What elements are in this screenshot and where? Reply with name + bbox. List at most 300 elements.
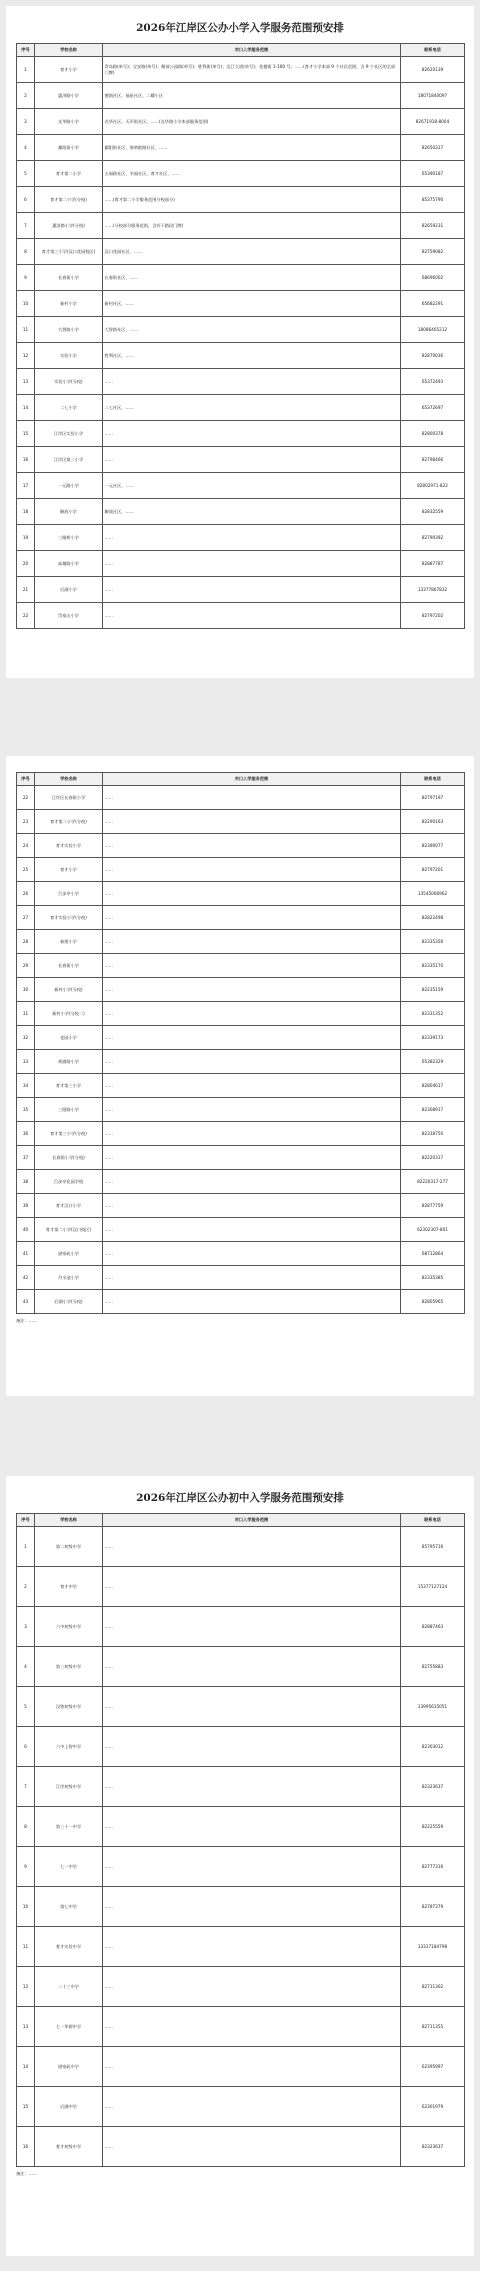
phone-number: 82235159 bbox=[401, 978, 465, 1002]
table-row bbox=[17, 2127, 465, 2167]
header-name: 学校名称 bbox=[35, 1514, 103, 1527]
header-no: 序号 bbox=[17, 1514, 35, 1527]
phone-number: 82877759 bbox=[401, 1194, 465, 1218]
row-number: 20 bbox=[17, 551, 35, 577]
row-number: 25 bbox=[17, 858, 35, 882]
table-row bbox=[17, 2007, 465, 2047]
service-range: …… bbox=[103, 525, 401, 551]
row-number: 21 bbox=[17, 577, 35, 603]
school-name: 长春街小学 bbox=[35, 954, 103, 978]
phone-number: 68712864 bbox=[401, 1242, 465, 1266]
row-number: 4 bbox=[17, 135, 35, 161]
table-row bbox=[17, 421, 465, 447]
school-name: 育才第三小学 bbox=[35, 1074, 103, 1098]
table-row bbox=[17, 603, 465, 629]
phone-number: 65390187 bbox=[401, 161, 465, 187]
school-name: 育才第二小学(分校) bbox=[35, 810, 103, 834]
primary-rows bbox=[17, 57, 465, 629]
phone-number: 18086465212 bbox=[401, 317, 465, 343]
service-range: …… bbox=[103, 1767, 401, 1807]
middle-title: 2026年江岸区公办初中入学服务范围预安排 bbox=[136, 1492, 344, 1504]
row-number: 26 bbox=[17, 882, 35, 906]
school-name: 第二初级中学 bbox=[35, 1527, 103, 1567]
row-number: 14 bbox=[17, 2047, 35, 2087]
school-name: 丹水池小学 bbox=[35, 1266, 103, 1290]
service-range: …… bbox=[103, 1266, 401, 1290]
phone-number: 65372697 bbox=[401, 395, 465, 421]
school-name: 后湖小学 bbox=[35, 577, 103, 603]
row-number: 28 bbox=[17, 930, 35, 954]
service-range: …… bbox=[103, 2127, 401, 2167]
table-row bbox=[17, 1527, 465, 1567]
table-row bbox=[17, 499, 465, 525]
table-row bbox=[17, 1847, 465, 1887]
row-number: 34 bbox=[17, 1074, 35, 1098]
header-no: 序号 bbox=[17, 44, 35, 57]
header-tel: 联系电话 bbox=[401, 44, 465, 57]
service-range: …… bbox=[103, 1146, 401, 1170]
service-range: 长春街社区、…… bbox=[103, 265, 401, 291]
header-range: 对口入学服务范围 bbox=[103, 773, 401, 786]
header-name: 学校名称 bbox=[35, 773, 103, 786]
table-row bbox=[17, 1767, 465, 1807]
phone-number: 85375790 bbox=[401, 187, 465, 213]
header-tel: 联系电话 bbox=[401, 773, 465, 786]
phone-number: 82620139 bbox=[401, 57, 465, 83]
row-number: 41 bbox=[17, 1242, 35, 1266]
table-row bbox=[17, 1122, 465, 1146]
phone-number: 13377867832 bbox=[401, 577, 465, 603]
middle-sheet bbox=[6, 1476, 474, 2256]
phone-number: 82225559 bbox=[401, 1807, 465, 1847]
service-range: …… bbox=[103, 603, 401, 629]
phone-number: 82308917 bbox=[401, 1098, 465, 1122]
table-row bbox=[17, 213, 465, 239]
school-name: 高雄路小学 bbox=[35, 551, 103, 577]
primary-title: 2026年江岸区公办小学入学服务范围预安排 bbox=[136, 22, 344, 34]
phone-number: 13545066962 bbox=[401, 882, 465, 906]
table-row bbox=[17, 1967, 465, 2007]
table-row bbox=[17, 810, 465, 834]
phone-number: 82335170 bbox=[401, 954, 465, 978]
phone-number: 82390077 bbox=[401, 834, 465, 858]
service-range: …… bbox=[103, 978, 401, 1002]
table-row bbox=[17, 1242, 465, 1266]
row-number: 1 bbox=[17, 57, 35, 83]
service-range: …… bbox=[103, 858, 401, 882]
row-number: 5 bbox=[17, 1687, 35, 1727]
phone-number: 82759082 bbox=[401, 239, 465, 265]
school-name: 育才第三小学(汉口花园校区) bbox=[35, 239, 103, 265]
service-range: …… bbox=[103, 834, 401, 858]
phone-number: 65682291 bbox=[401, 291, 465, 317]
service-range: …… bbox=[103, 1026, 401, 1050]
phone-number: 82870036 bbox=[401, 343, 465, 369]
table-row bbox=[17, 291, 465, 317]
service-range: …… bbox=[103, 1194, 401, 1218]
row-number: 24 bbox=[17, 834, 35, 858]
service-range: …… bbox=[103, 1967, 401, 2007]
service-range: …… bbox=[103, 882, 401, 906]
row-number: 33 bbox=[17, 1050, 35, 1074]
service-range: 解放社区、…… bbox=[103, 499, 401, 525]
table-row bbox=[17, 395, 465, 421]
phone-number: 62395997 bbox=[401, 2047, 465, 2087]
phone-number: 82887463 bbox=[401, 1607, 465, 1647]
service-range: …… bbox=[103, 1242, 401, 1266]
table-row bbox=[17, 525, 465, 551]
service-range: 光华社区、天声街社区、……(光华路小学本部服务范围) bbox=[103, 109, 401, 135]
school-name: 六中上智中学 bbox=[35, 1727, 103, 1767]
school-name: 百步亭花园学校 bbox=[35, 1170, 103, 1194]
phone-number: 82290163 bbox=[401, 810, 465, 834]
school-name: 育才小学 bbox=[35, 858, 103, 882]
service-range: …… bbox=[103, 551, 401, 577]
school-name: 六中初级中学 bbox=[35, 1607, 103, 1647]
header-range: 对口入学服务范围 bbox=[103, 44, 401, 57]
row-number: 37 bbox=[17, 1146, 35, 1170]
service-range: …… bbox=[103, 447, 401, 473]
row-number: 15 bbox=[17, 2087, 35, 2127]
phone-number: 82335385 bbox=[401, 1266, 465, 1290]
middle-table bbox=[16, 1513, 465, 2167]
row-number: 6 bbox=[17, 187, 35, 213]
service-range: 五福路社区、幸福社区、育才社区、…… bbox=[103, 161, 401, 187]
table-row bbox=[17, 858, 465, 882]
table-row bbox=[17, 1026, 465, 1050]
service-range: …… bbox=[103, 1687, 401, 1727]
service-range: …… bbox=[103, 1122, 401, 1146]
phone-number: 82711302 bbox=[401, 1967, 465, 2007]
service-range: …… bbox=[103, 369, 401, 395]
table-row bbox=[17, 473, 465, 499]
school-name: 七一中学 bbox=[35, 1847, 103, 1887]
school-name: 花园小学 bbox=[35, 1026, 103, 1050]
header-name: 学校名称 bbox=[35, 44, 103, 57]
primary-note: 备注：…… bbox=[16, 1318, 37, 1323]
service-range: 一元社区、…… bbox=[103, 473, 401, 499]
phone-number: 82797202 bbox=[401, 603, 465, 629]
service-range: …… bbox=[103, 954, 401, 978]
school-name: 育才汉口小学 bbox=[35, 1194, 103, 1218]
row-number: 32 bbox=[17, 1026, 35, 1050]
row-number: 16 bbox=[17, 447, 35, 473]
service-range: …… bbox=[103, 1098, 401, 1122]
service-range: …… bbox=[103, 1002, 401, 1026]
school-name: 谌家矶中学 bbox=[35, 2047, 103, 2087]
row-number: 27 bbox=[17, 906, 35, 930]
service-range: …… bbox=[103, 1927, 401, 1967]
table-row bbox=[17, 930, 465, 954]
table-row bbox=[17, 1218, 465, 1242]
primary-sheet-2 bbox=[6, 756, 474, 1396]
table-row bbox=[17, 265, 465, 291]
table-row bbox=[17, 1098, 465, 1122]
service-range: …… bbox=[103, 577, 401, 603]
row-number: 43 bbox=[17, 1290, 35, 1314]
school-name: 惠济路小学(分校) bbox=[35, 213, 103, 239]
school-name: 育才实验中学 bbox=[35, 1927, 103, 1967]
school-name: 解放小学 bbox=[35, 499, 103, 525]
school-name: 育才第三小学(分校) bbox=[35, 1122, 103, 1146]
school-name: 岱家山小学 bbox=[35, 603, 103, 629]
table-row bbox=[17, 1567, 465, 1607]
phone-number: 82804617 bbox=[401, 1074, 465, 1098]
phone-number: 82335356 bbox=[401, 930, 465, 954]
table-row bbox=[17, 834, 465, 858]
school-name: 新村小学(分校二) bbox=[35, 1002, 103, 1026]
row-number: 29 bbox=[17, 954, 35, 978]
table-row bbox=[17, 1050, 465, 1074]
phone-number: 68696002 bbox=[401, 265, 465, 291]
row-number: 35 bbox=[17, 1098, 35, 1122]
row-number: 40 bbox=[17, 1218, 35, 1242]
phone-number: 82887787 bbox=[401, 551, 465, 577]
row-number: 6 bbox=[17, 1727, 35, 1767]
table-row bbox=[17, 369, 465, 395]
table-row bbox=[17, 1146, 465, 1170]
service-range: …… bbox=[103, 786, 401, 810]
school-name: 大智路小学 bbox=[35, 317, 103, 343]
school-name: 育才实验小学(分校) bbox=[35, 906, 103, 930]
row-number: 16 bbox=[17, 2127, 35, 2167]
school-name: 育才初级中学 bbox=[35, 2127, 103, 2167]
row-number: 39 bbox=[17, 1194, 35, 1218]
phone-number: 82790392 bbox=[401, 525, 465, 551]
middle-note: 备注：…… bbox=[16, 2171, 37, 2176]
school-name: 长春街小学(分校) bbox=[35, 1146, 103, 1170]
table-row bbox=[17, 135, 465, 161]
row-number: 7 bbox=[17, 213, 35, 239]
table-row bbox=[17, 1074, 465, 1098]
school-name: 一元路小学 bbox=[35, 473, 103, 499]
service-range: …… bbox=[103, 1290, 401, 1314]
school-name: 新村小学(分校) bbox=[35, 978, 103, 1002]
school-name: 新建小学 bbox=[35, 930, 103, 954]
phone-number: 82323637 bbox=[401, 2127, 465, 2167]
service-range: 鄱阳街社区、黎黄陂路社区、…… bbox=[103, 135, 401, 161]
school-name: 实验小学 bbox=[35, 343, 103, 369]
primary-table bbox=[16, 43, 465, 629]
header-no: 序号 bbox=[17, 773, 35, 786]
table-row bbox=[17, 2047, 465, 2087]
school-name: 江岸初级中学 bbox=[35, 1767, 103, 1807]
row-number: 31 bbox=[17, 1002, 35, 1026]
school-name: 第七中学 bbox=[35, 1887, 103, 1927]
table-row bbox=[17, 447, 465, 473]
table-row bbox=[17, 1927, 465, 1967]
phone-number: 13995615051 bbox=[401, 1687, 465, 1727]
table-row bbox=[17, 1002, 465, 1026]
school-name: 第三初级中学 bbox=[35, 1647, 103, 1687]
school-name: 谌家矶小学 bbox=[35, 1242, 103, 1266]
row-number: 30 bbox=[17, 978, 35, 1002]
phone-number: 82303012 bbox=[401, 1727, 465, 1767]
service-range: …… bbox=[103, 930, 401, 954]
school-name: 育才第二小学 bbox=[35, 161, 103, 187]
school-name: 江岸区长春街小学 bbox=[35, 786, 103, 810]
phone-number: 82832559 bbox=[401, 499, 465, 525]
row-number: 7 bbox=[17, 1767, 35, 1807]
school-name: 江岸区第二小学 bbox=[35, 447, 103, 473]
phone-number: 62301979 bbox=[401, 2087, 465, 2127]
service-range: …… bbox=[103, 1074, 401, 1098]
service-range: …… bbox=[103, 1887, 401, 1927]
service-range: …… bbox=[103, 1847, 401, 1887]
table-row bbox=[17, 1687, 465, 1727]
school-name: 育才第二小学(汉口校区) bbox=[35, 1218, 103, 1242]
school-name: 鄱阳街小学 bbox=[35, 135, 103, 161]
table-row bbox=[17, 1607, 465, 1647]
row-number: 13 bbox=[17, 369, 35, 395]
row-number: 9 bbox=[17, 265, 35, 291]
table-row bbox=[17, 109, 465, 135]
table-row bbox=[17, 2087, 465, 2127]
row-number: 42 bbox=[17, 1266, 35, 1290]
row-number: 8 bbox=[17, 1807, 35, 1847]
school-name: 新村小学 bbox=[35, 291, 103, 317]
phone-number: 13317184798 bbox=[401, 1927, 465, 1967]
school-name: 光华路小学 bbox=[35, 109, 103, 135]
school-name: 三阳路小学 bbox=[35, 1098, 103, 1122]
phone-number: 82650317 bbox=[401, 135, 465, 161]
phone-number: 15377127124 bbox=[401, 1567, 465, 1607]
row-number: 11 bbox=[17, 1927, 35, 1967]
phone-number: 65372493 bbox=[401, 369, 465, 395]
school-name: 育才小学 bbox=[35, 57, 103, 83]
phone-number: 82822498 bbox=[401, 906, 465, 930]
school-name: 后湖小学(分校) bbox=[35, 1290, 103, 1314]
service-range: …… bbox=[103, 1647, 401, 1687]
row-number: 4 bbox=[17, 1647, 35, 1687]
table-row bbox=[17, 1807, 465, 1847]
table-row bbox=[17, 978, 465, 1002]
service-range: …… bbox=[103, 810, 401, 834]
primary-rows-2 bbox=[17, 786, 465, 1314]
phone-number: 82331352 bbox=[401, 1002, 465, 1026]
row-number: 3 bbox=[17, 1607, 35, 1647]
middle-rows bbox=[17, 1527, 465, 2167]
row-number: 2 bbox=[17, 83, 35, 109]
row-number: 22 bbox=[17, 786, 35, 810]
phone-number: 62302307-801 bbox=[401, 1218, 465, 1242]
service-range: 青岛路(单号)；宝安路(单号)；解放公园路(单号)；胜利街(单号)；沿江大道(单号)；花楼街 1-100 号；……(育才小学本部 9 个社区范围，含 9 个社区的全部门牌) bbox=[103, 57, 401, 83]
row-number: 22 bbox=[17, 603, 35, 629]
phone-number: 82787379 bbox=[401, 1887, 465, 1927]
primary-sheet bbox=[6, 6, 474, 678]
table-row bbox=[17, 1194, 465, 1218]
service-range: 大智路社区、…… bbox=[103, 317, 401, 343]
row-number: 11 bbox=[17, 317, 35, 343]
school-name: 育才第二小学(分校) bbox=[35, 187, 103, 213]
row-number: 10 bbox=[17, 291, 35, 317]
service-range: ……(育才第二小学服务范围分校部分) bbox=[103, 187, 401, 213]
row-number: 18 bbox=[17, 499, 35, 525]
phone-number: 85795716 bbox=[401, 1527, 465, 1567]
table-row bbox=[17, 1647, 465, 1687]
table-row bbox=[17, 1170, 465, 1194]
header-tel: 联系电话 bbox=[401, 1514, 465, 1527]
service-range: 新村社区、…… bbox=[103, 291, 401, 317]
row-number: 10 bbox=[17, 1887, 35, 1927]
school-name: 汉铁初级中学 bbox=[35, 1687, 103, 1727]
table-row bbox=[17, 1887, 465, 1927]
school-name: 百步亭小学 bbox=[35, 882, 103, 906]
service-range: …… bbox=[103, 421, 401, 447]
phone-number: 82711355 bbox=[401, 2007, 465, 2047]
phone-number: 82659231 bbox=[401, 213, 465, 239]
school-name: 七一华源中学 bbox=[35, 2007, 103, 2047]
service-range: …… bbox=[103, 2007, 401, 2047]
school-name: 江岸区实验小学 bbox=[35, 421, 103, 447]
service-range: ……(分校部分服务范围，含若干路段门牌) bbox=[103, 213, 401, 239]
table-row bbox=[17, 187, 465, 213]
table-row bbox=[17, 1266, 465, 1290]
phone-number: 82220317-277 bbox=[401, 1170, 465, 1194]
table-row bbox=[17, 906, 465, 930]
table-row bbox=[17, 786, 465, 810]
table-row bbox=[17, 577, 465, 603]
row-number: 19 bbox=[17, 525, 35, 551]
header-range: 对口入学服务范围 bbox=[103, 1514, 401, 1527]
phone-number: 82318750 bbox=[401, 1122, 465, 1146]
table-row bbox=[17, 161, 465, 187]
school-name: 第三十一中学 bbox=[35, 1807, 103, 1847]
row-number: 12 bbox=[17, 343, 35, 369]
row-number: 38 bbox=[17, 1170, 35, 1194]
primary-table-2 bbox=[16, 772, 465, 1314]
table-row bbox=[17, 1727, 465, 1767]
school-name: 长春街小学 bbox=[35, 265, 103, 291]
service-range: …… bbox=[103, 1567, 401, 1607]
phone-number: 65382329 bbox=[401, 1050, 465, 1074]
table-row bbox=[17, 551, 465, 577]
table-row bbox=[17, 954, 465, 978]
service-range: 二七社区、…… bbox=[103, 395, 401, 421]
row-number: 17 bbox=[17, 473, 35, 499]
phone-number: 82671918-8004 bbox=[401, 109, 465, 135]
school-name: 育才中学 bbox=[35, 1567, 103, 1607]
school-name: 育才实验小学 bbox=[35, 834, 103, 858]
school-name: 惠济路小学 bbox=[35, 83, 103, 109]
row-number: 12 bbox=[17, 1967, 35, 2007]
row-number: 1 bbox=[17, 1527, 35, 1567]
service-range: …… bbox=[103, 1527, 401, 1567]
service-range: …… bbox=[103, 1807, 401, 1847]
phone-number: 82805965 bbox=[401, 1290, 465, 1314]
service-range: …… bbox=[103, 2087, 401, 2127]
phone-number: 82802971-822 bbox=[401, 473, 465, 499]
service-range: …… bbox=[103, 1218, 401, 1242]
service-range: 德润社区、福星社区、二曜小区 bbox=[103, 83, 401, 109]
phone-number: 82798466 bbox=[401, 447, 465, 473]
table-row bbox=[17, 317, 465, 343]
phone-number: 82339173 bbox=[401, 1026, 465, 1050]
phone-number: 18071840097 bbox=[401, 83, 465, 109]
row-number: 5 bbox=[17, 161, 35, 187]
phone-number: 82797201 bbox=[401, 858, 465, 882]
school-name: 二十三中学 bbox=[35, 1967, 103, 2007]
phone-number: 82800378 bbox=[401, 421, 465, 447]
phone-number: 82797197 bbox=[401, 786, 465, 810]
row-number: 9 bbox=[17, 1847, 35, 1887]
school-name: 后湖中学 bbox=[35, 2087, 103, 2127]
table-row bbox=[17, 882, 465, 906]
service-range: 胜利社区、…… bbox=[103, 343, 401, 369]
school-name: 三眼桥小学 bbox=[35, 525, 103, 551]
phone-number: 82777316 bbox=[401, 1847, 465, 1887]
table-row bbox=[17, 83, 465, 109]
